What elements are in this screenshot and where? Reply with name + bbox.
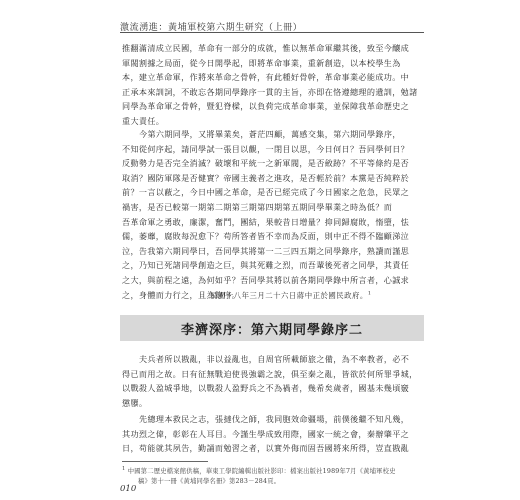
section-heading: 李濟深序：第六期同學錄序二 (120, 315, 424, 341)
body-line: 之，身體而力行之，且為錄序。 (122, 289, 241, 300)
preface1-signature (210, 290, 372, 301)
body-line: 吾革命軍之勇敢，廉潔，奮鬥，團結，果較昔日增量？抑同歸腐敗，惰墮，怯 (122, 216, 410, 227)
footnote-line (122, 464, 426, 477)
preface1-paragraph1 (122, 41, 424, 129)
body-line: 儒，萎蘼，腐敗每況愈下？苟所答者皆不幸而為反面，則中正不得不臨顧涕泣 (122, 231, 410, 242)
body-line: 懲隳。 (122, 397, 148, 408)
footnote-rule (122, 461, 208, 462)
header-rule (120, 32, 424, 33)
preface2-paragraph1 (122, 352, 424, 410)
footnote-reference: 1 (367, 290, 372, 297)
body-line: 泣，告我第六期同學曰，吾同學其將第一二三四五期之同學錄序，熟讀而謹思 (122, 245, 410, 256)
body-line: 之，乃知已死諸同學創造之巨，與其死難之烈，而吾輩後死者之同學，其責任 (122, 260, 410, 271)
body-line: 前？一言以蔽之，今日中國之革命，是否已經完成了今日國家之危急，民眾之 (122, 187, 410, 198)
page-number: 010 (120, 484, 137, 494)
footnote-line: 稿》第十一冊《黃埔同學名冊》第283－284頁。 (138, 478, 281, 486)
footnote-text: 中國第二歷史檔案館供稿，華東工學院編輯出版社影印：檔案出版社1989年7月《黃埔軍校史 (127, 468, 396, 476)
body-line: 正承本來訓詞，不敢忘各期同學錄序一貫的主旨，亦即在恪遵總理的遺訓，勉諸 (122, 86, 418, 97)
body-line: 反動勢力是否完全消滅？破壞和平統一之新軍閥，是否斂跡？不平等條約是否 (122, 158, 410, 169)
body-line: 取消？國防軍隊是否健實？帝國主義者之進攻，是否輕於前？本黨是否純粹於 (122, 172, 410, 183)
body-line: 得已而用之故。日有征無戰迫使畏強霸之說，俱至秦之亂，皆欲於何所罪爭城， (122, 368, 418, 379)
body-line: 今第六期同學，又將畢業矣，蒼茫四顧，萬感交集，第六期同學錄序， (139, 129, 401, 139)
body-line: 日，苟能就其夙告，勤誦而勉習之者，以實外侮而固吾國將來所得，豈直戡亂 (122, 443, 410, 454)
footnote (122, 464, 426, 487)
body-line: 同學為革命軍之骨幹，暨犯脊樑，以負荷完成革命事業，並保障我革命歷史之 (122, 101, 410, 112)
body-line: 之大，與前程之遠，為何如乎？吾同學其將以前各期同學錄中所言者，心誠求 (122, 274, 410, 285)
body-line: 禍害，是否已較第一期第二期第三期第四期第五期同學畢業之時為低？而 (122, 201, 393, 212)
footnote-marker: 1 (122, 466, 126, 472)
signature-text: 民國十八年三月二十六日蔣中正於國民政府。 (210, 291, 368, 300)
body-line: 夫兵者所以戡亂，非以益亂也，自周官所載師旅之備，為不率教者，必不 (139, 354, 410, 364)
preface2-paragraph2 (122, 412, 424, 456)
body-line: 軍閥割據之局面，從今日開學起，即將革命事業，重新創造，以本校學生為 (122, 57, 401, 68)
body-line: 本，建立革命軍，作將來革命之骨幹，有此種好骨幹，革命事業必能成功。中 (122, 72, 410, 83)
body-line: 重大責任。 (122, 115, 165, 126)
body-line: 推翻滿清成立民國，革命有一部分的成就，惟以無革命軍繼其後，致至今釀成 (122, 43, 410, 53)
running-header: 激流湧進：黃埔軍校第六期生研究（上冊） (120, 23, 303, 33)
body-line: 以戰殺人盈城爭地，以戰殺人盈野兵之不為禍者，幾希矣歲者，國基未幾頃竅 (122, 383, 410, 394)
body-line: 先總理本救民之志，張撻伐之師，我同胞效命疆場，前僕後繼不知凡幾， (139, 414, 410, 424)
preface1-paragraph2 (122, 127, 424, 302)
body-line: 其功烈之偉，彰彰在人耳目。今謹生學成致用際，國家一統之會，秦辦肇平之 (122, 428, 410, 439)
body-line: 不知從何序起，請同學試一張目以觀，一閉目以思，今日何日？吾同學何日？ (122, 143, 410, 154)
